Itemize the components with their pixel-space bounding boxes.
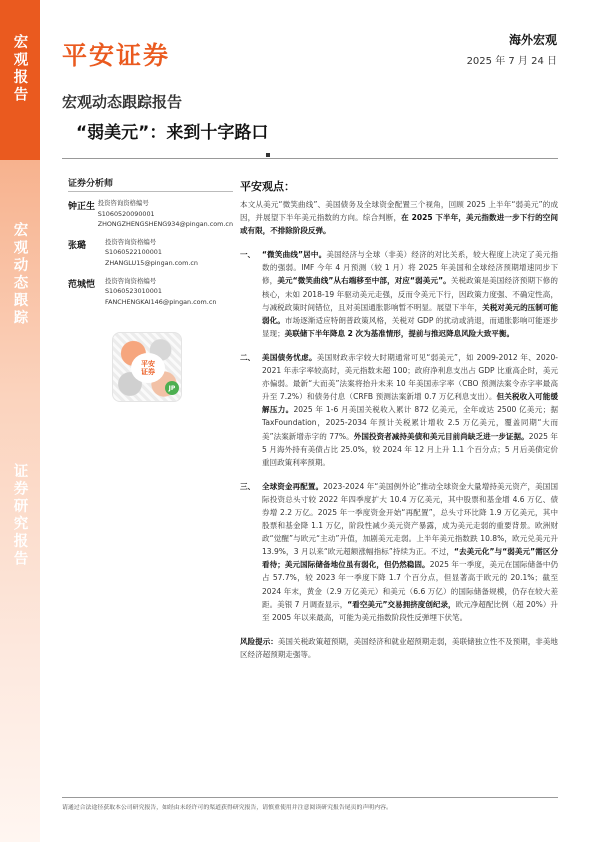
point-2 (240, 351, 558, 469)
analyst-name: 钟正生 (68, 202, 96, 212)
sidebar-label-tracking: 宏观动态跟踪 (11, 222, 28, 327)
analyst-license-id: S1060522100001 (105, 248, 162, 257)
sidebar-block-research (0, 395, 40, 842)
analyst-info (105, 237, 198, 269)
analyst-item (68, 198, 233, 230)
point-1 (240, 248, 558, 340)
risk-warning (240, 635, 558, 661)
point-text: 市场逐渐适应特朗普政策风格，关税对 GDP 的扰动或消退，而通胀影响可能逐步显现； (262, 315, 558, 338)
point-text: 2025 年 5 月海外持有美债占比 25.0%，较 2024 年 12 月上升 1.1 个百分点；5 月后美债定价重回政策利率预期。 (262, 431, 558, 467)
point-text: 美国经济与全球（非美）经济的对比关系，较大程度上决定了美元指数的强弱。IMF 今年 4 月预测（较 1 月）将 2025 年美国和全球经济预期增速同步下修， (262, 250, 558, 286)
qr-logo-text: 证券 (141, 368, 155, 376)
point-text: 关税政策是美国经济预期下修的核心，未如 2018-19 年驱动美元走强，反而令美元下行，因政策力度强、不确定性高，与减税政策时间错位，且对美国通胀影响暂不明显。展望下半年， (262, 276, 558, 312)
sidebar-label-research: 证券研究报告 (11, 463, 28, 568)
qr-logo-text: 平安 (141, 360, 155, 368)
analyst-license-id: S1060520090001 (97, 209, 155, 218)
sidebar-label-report: 宏观报告 (11, 34, 28, 104)
analyst-email[interactable]: ZHONGZHENGSHENG934@pingan.com.cn (97, 220, 233, 229)
analyst-qualification: 投资咨询资格编号 (97, 199, 149, 207)
point-text: 美国财政赤字较大时期通常可见“弱美元”，如 2009-2012 年、2020-2021 年赤字率较高时，美元指数未超 100；政府净利息支出占 GDP 比重高企时，美元亦偏弱。最新“大而美”法案将抬升未来 10 年美国赤字率（CBO 预测法案令赤字率最高升至 7.2%）和债务付息（CRFB 预测法案新增 0.7 万亿利息支出）。 (262, 352, 558, 402)
point-text: 2025 年 1-6 月美国关税收入累计 872 亿美元，全年或达 2500 亿美元；据 TaxFoundation，2025-2034 年预计关税累计增收 2.5 万亿美元，覆盖同期“大而美”法案新增赤字的 77%。 (262, 405, 558, 441)
intro-highlight: 在 2025 下半年，美元指数进一步下行的空间或有限，不排除阶段反弹。 (240, 213, 558, 236)
section-heading: 平安观点： (240, 180, 295, 193)
report-type: 宏观动态跟踪报告 (62, 93, 183, 111)
point-title: “微笑曲线”居中。 (262, 250, 327, 260)
point-highlight: 美元“微笑曲线”从右端移至中部，对应“弱美元”。 (277, 276, 451, 286)
point-number: 三、 (240, 481, 256, 491)
analyst-heading: 证券分析师 (68, 176, 233, 192)
analyst-name: 张璐 (68, 240, 87, 251)
point-highlight: “去美元化”与“弱美元”需区分看待；美元国际储备地位虽有弱化，但仍然稳固。 (262, 547, 559, 570)
point-title: 全球资金再配置。 (262, 481, 324, 491)
point-number: 二、 (240, 352, 256, 362)
qr-logo (131, 353, 165, 383)
point-number: 一、 (240, 250, 256, 260)
brand-logo: 平安证券 (62, 41, 171, 70)
footer-divider (62, 797, 558, 798)
qr-badge-icon: JP (165, 381, 179, 395)
analyst-name: 范城恺 (68, 279, 96, 290)
report-category: 海外宏观 (508, 33, 557, 47)
header-divider (62, 158, 558, 159)
point-highlight: 外国投资者减持美债和美元目前尚缺乏进一步证据。 (353, 431, 529, 441)
point-text: 2023-2024 年“美国例外论”推动全球资金大量增持美元资产，美国国际投资总头寸较 2022 年四季度扩大 10.4 万亿美元，其中股票和基金增 4.6 万亿、债券增 2.2 万亿。2025 年一季度资金开始“再配置”，总头寸环比降 1.9 万亿美元，其中股票和基金降 1.1 万亿，阶段性减少美元资产暴露，成为美元走弱的重要背景。欧洲财政“觉醒”与欧元“主动”升值，加剧美元走弱。上半年美元指数跌 10.8%，欧元兑美元升 13.9%，3 月以来“欧元超额涨幅指标”持续为正。不过， (262, 481, 558, 557)
analyst-item (68, 237, 233, 269)
point-text: 2025 年一季度，美元在国际储备中仍占 57.7%，较 2023 年一季度下降 1.7 个百分点，但显著高于欧元的 20.1%；截至 2024 年末，黄金（2.9 万亿美元）和美元（6.6 万亿）的国际储备规模，仍存在较大差距。美银 7 月调查显示， (262, 560, 558, 609)
point-title: 美国债务忧虑。 (262, 352, 317, 362)
analyst-qualification: 投资咨询资格编号 (105, 237, 157, 246)
point-highlight: 关税对美元的压制可能弱化。 (262, 302, 558, 325)
analyst-info (98, 198, 233, 230)
main-content (240, 178, 558, 661)
sidebar-block-report (0, 0, 40, 160)
point-body (262, 248, 558, 340)
point-highlight: “看空美元”交易拥挤度创纪录， (347, 599, 456, 609)
analyst-info (105, 276, 216, 308)
sidebar-block-tracking (0, 160, 40, 395)
point-body (262, 480, 558, 624)
divider-marker (266, 153, 270, 157)
point-body (262, 351, 558, 469)
analyst-license-id: S1060523010001 (105, 287, 162, 296)
analyst-item (68, 276, 233, 308)
point-highlight: 但关税收入可能缓解压力。 (262, 392, 558, 415)
intro-text: 本文从美元“微笑曲线”、美国债务及全球资金配置三个视角，回顾 2025 上半年“弱美元”的成因，并展望下半年美元指数的方向。综合判断， (240, 200, 558, 223)
risk-label: 风险提示： (240, 636, 278, 646)
analyst-email[interactable]: ZHANGLU15@pingan.com.cn (105, 258, 198, 267)
footer-disclaimer: 请通过合法途径获取本公司研究报告，如经由未经许可的渠道获得研究报告，请慎重使用并注意阅读研究报告尾页的声明内容。 (62, 805, 392, 811)
point-3 (240, 480, 558, 624)
analyst-qualification: 投资咨询资格编号 (105, 276, 157, 285)
left-sidebar (0, 0, 40, 842)
report-date: 2025 年 7 月 24 日 (466, 56, 557, 67)
intro-paragraph (240, 198, 558, 237)
point-text: 欧元净超配比例（超 20%）升至 2005 年以来最高，可能为美元指数阶段性反弹埋下伏笔。 (262, 599, 558, 622)
risk-text: 美国关税政策超预期，美国经济和就业超预期走弱，美联储独立性不及预期，非美地区经济超预期走强等。 (240, 636, 558, 659)
analyst-email[interactable]: FANCHENGKAI146@pingan.com.cn (105, 297, 217, 306)
page-title: “弱美元”：来到十字路口 (76, 123, 269, 143)
qr-code[interactable] (112, 332, 182, 402)
point-highlight: 美联储下半年降息 2 次为基准情形，提前与推迟降息风险大致平衡。 (284, 328, 515, 338)
analyst-panel (68, 176, 233, 314)
